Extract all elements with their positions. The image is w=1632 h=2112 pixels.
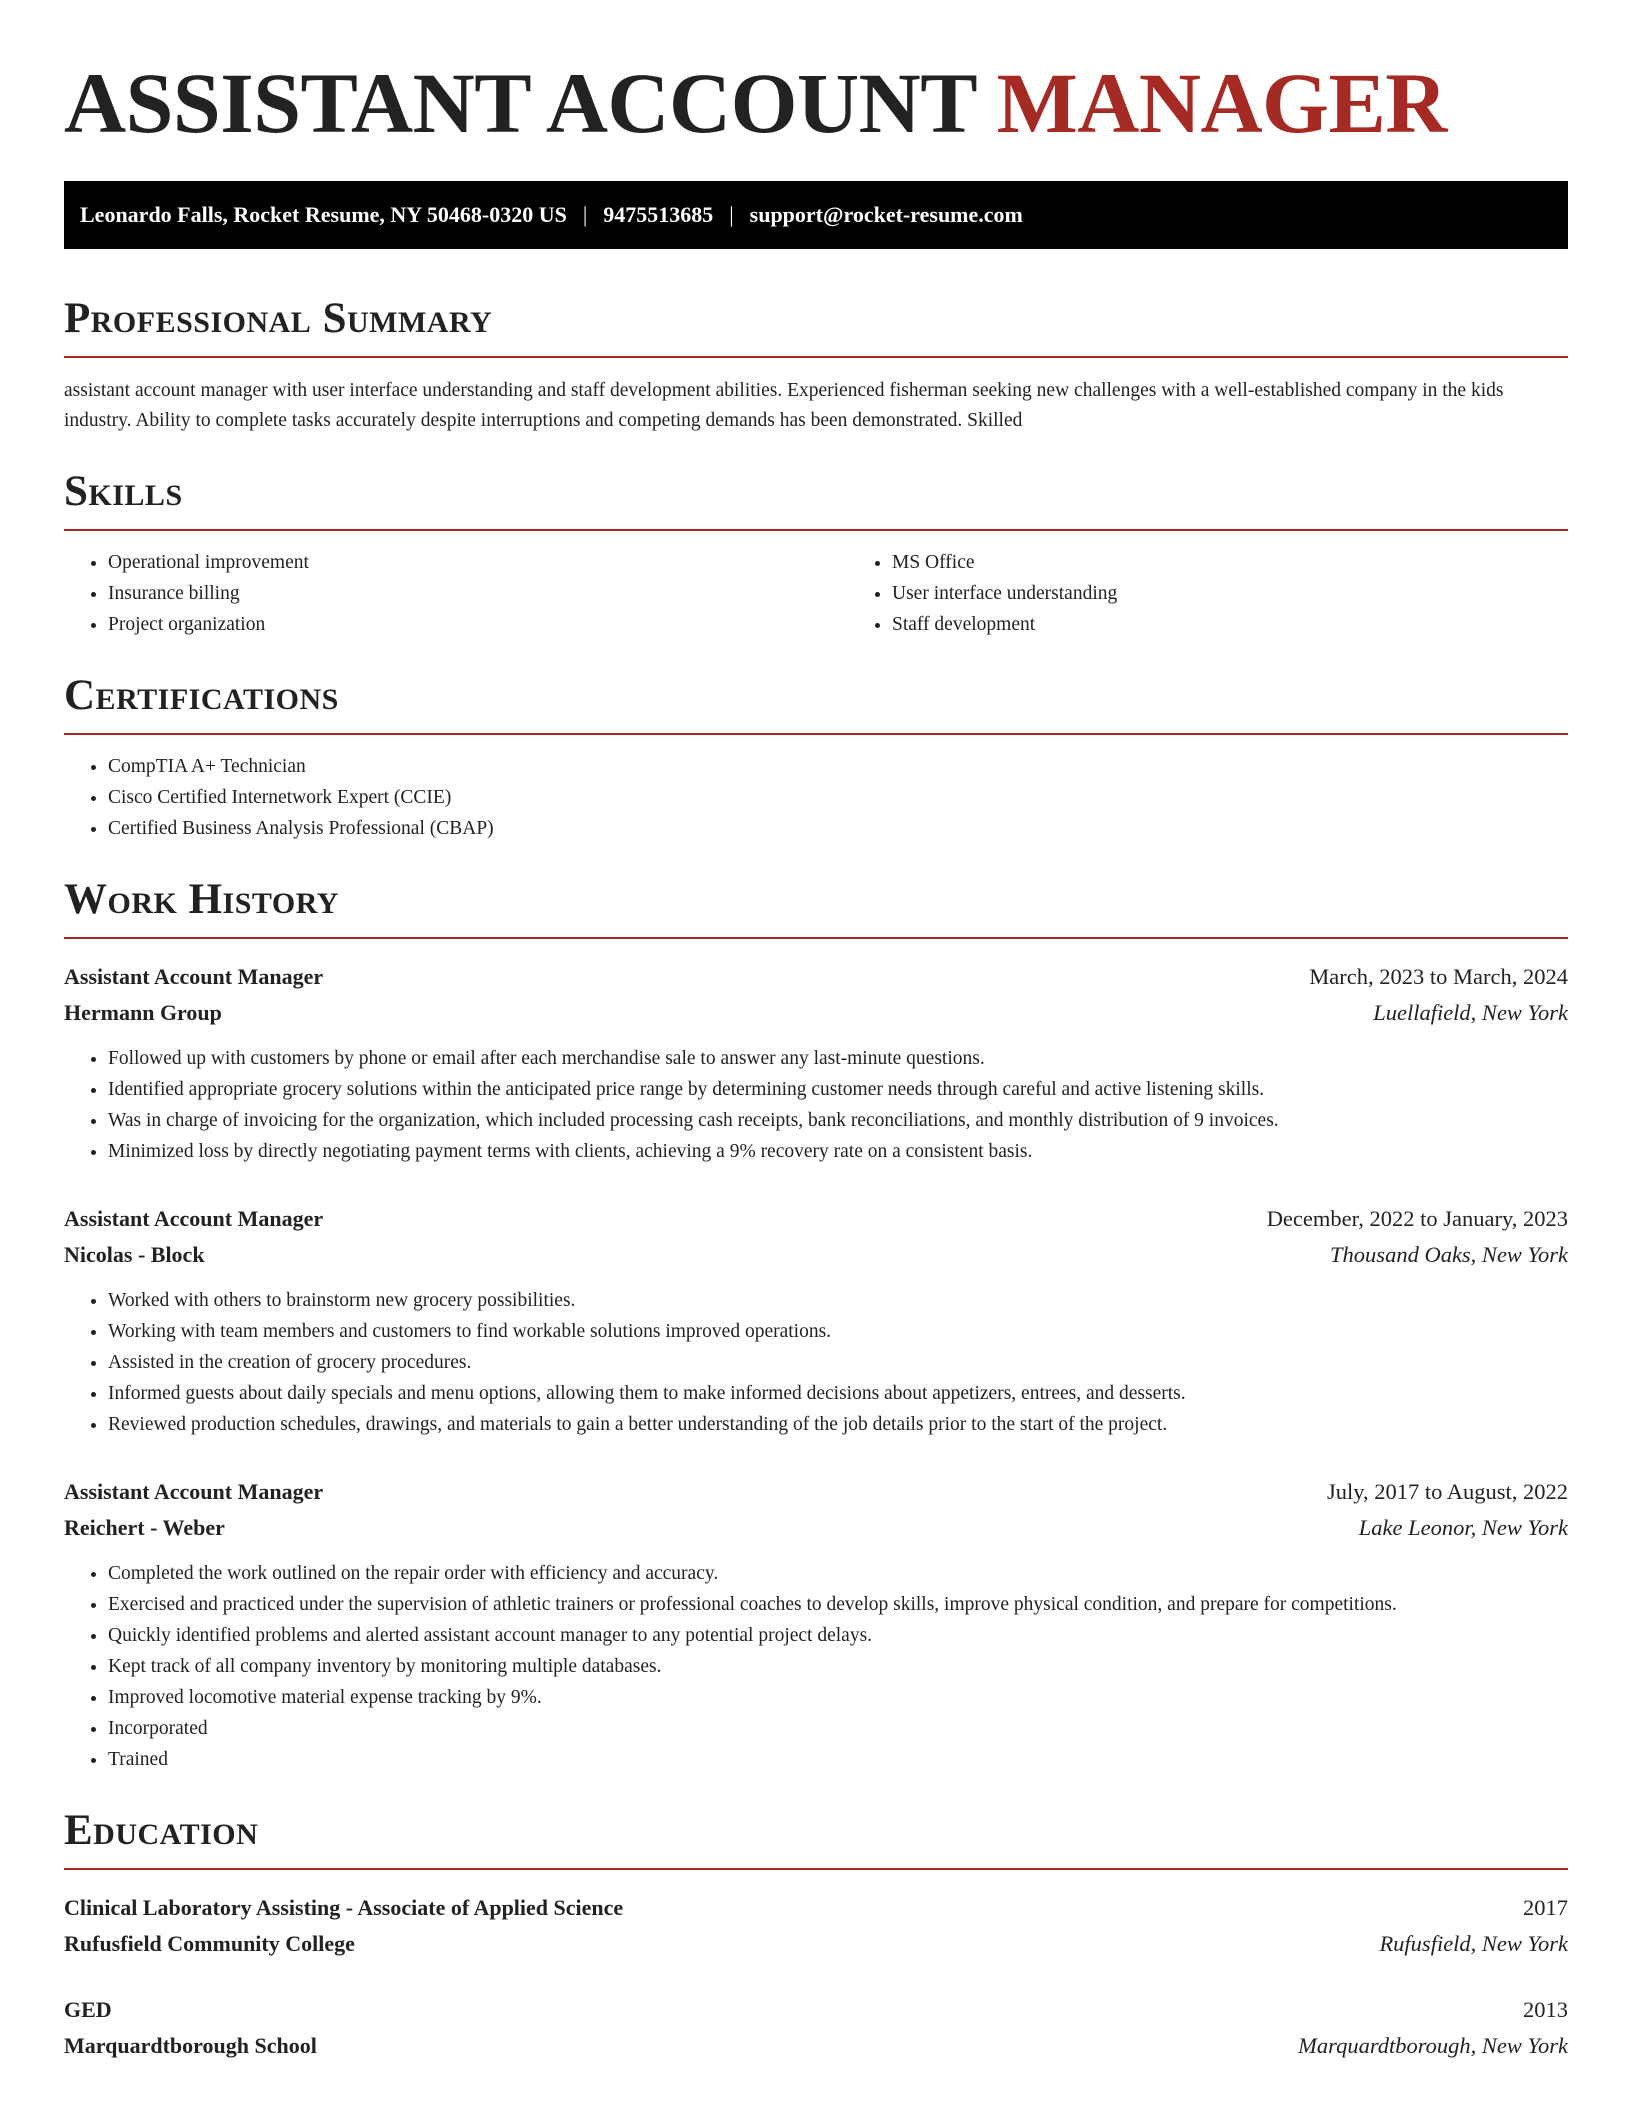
skills-heading: Skills: [64, 470, 1568, 531]
education-year: 2017: [1523, 1895, 1568, 1920]
certifications-section: [64, 674, 1568, 844]
certification-item: • Cisco Certified Internetwork Expert (CCIE): [108, 782, 1568, 813]
job-company: Nicolas - Block: [64, 1242, 205, 1267]
skills-grid: [64, 531, 1568, 640]
job-dates: July, 2017 to August, 2022: [1326, 1479, 1568, 1504]
job-location: Luellafield, New York: [1373, 1000, 1568, 1025]
job-title: Assistant Account Manager: [64, 1479, 324, 1504]
job-location: Thousand Oaks, New York: [1330, 1242, 1568, 1267]
job-bullet: • Identified appropriate grocery solutions within the anticipated price range by determining customer needs through careful and active listening skills.: [108, 1074, 1568, 1105]
job-title: Assistant Account Manager: [64, 1206, 324, 1231]
resume-title: [64, 0, 1568, 151]
contact-bar: [64, 181, 1568, 249]
summary-heading: Professional Summary: [64, 297, 1568, 358]
job-dates: March, 2023 to March, 2024: [1309, 964, 1568, 989]
job-bullet: • Worked with others to brainstorm new grocery possibilities.: [108, 1285, 1568, 1316]
job-bullets: [64, 1285, 1568, 1440]
certification-item: • CompTIA A+ Technician: [108, 751, 1568, 782]
job-bullet: • Incorporated: [108, 1713, 1568, 1744]
job-bullet: • Trained: [108, 1744, 1568, 1775]
skill-item: • User interface understanding: [892, 578, 1568, 609]
education-school: Rufusfield Community College: [64, 1931, 355, 1956]
job-bullet: • Kept track of all company inventory by monitoring multiple databases.: [108, 1651, 1568, 1682]
job-bullet: • Reviewed production schedules, drawings, and materials to gain a better understanding of the job details prior to the start of the project.: [108, 1409, 1568, 1440]
job-bullet: • Minimized loss by directly negotiating payment terms with clients, achieving a 9% recovery rate on a consistent basis.: [108, 1136, 1568, 1167]
education-entry: [64, 1992, 1568, 2064]
contact-address: Leonardo Falls, Rocket Resume, NY 50468-0320 US: [80, 202, 567, 227]
skill-item: • Operational improvement: [108, 547, 848, 578]
certifications-heading: Certifications: [64, 674, 1568, 735]
education-location: Marquardtborough, New York: [1298, 2033, 1568, 2058]
job-title: Assistant Account Manager: [64, 964, 324, 989]
job-location: Lake Leonor, New York: [1358, 1515, 1568, 1540]
contact-separator: |: [729, 202, 734, 227]
job-bullet: • Informed guests about daily specials and menu options, allowing them to make informed decisions about appetizers, entrees, and desserts.: [108, 1378, 1568, 1409]
skill-item: • Staff development: [892, 609, 1568, 640]
title-main: ASSISTANT ACCOUNT: [64, 55, 976, 151]
work-history-section: [64, 878, 1568, 1775]
job-bullet: • Completed the work outlined on the repair order with efficiency and accuracy.: [108, 1558, 1568, 1589]
skills-list-left: [64, 547, 848, 640]
certifications-list: [64, 751, 1568, 844]
contact-separator: |: [582, 202, 588, 227]
education-degree: GED: [64, 1997, 112, 2022]
job-bullet: • Working with team members and customers to find workable solutions improved operations.: [108, 1316, 1568, 1347]
job-bullet: • Was in charge of invoicing for the organization, which included processing cash receipts, bank reconciliations, and monthly distribution of 9 invoices.: [108, 1105, 1568, 1136]
skill-item: • MS Office: [892, 547, 1568, 578]
job-entry: [64, 1474, 1568, 1775]
job-dates: December, 2022 to January, 2023: [1266, 1206, 1568, 1231]
summary-text: assistant account manager with user interface understanding and staff development abilities. Experienced fisherman seeking new challenges with a well-established company in the kids industry. Ability to complete tasks accurately despite interruptions and competing demands has been demonstrated. Skilled: [64, 380, 1504, 431]
education-entry: [64, 1890, 1568, 1962]
job-entry: [64, 959, 1568, 1167]
skill-item: • Insurance billing: [108, 578, 848, 609]
job-bullet: • Exercised and practiced under the supervision of athletic trainers or professional coaches to develop skills, improve physical condition, and prepare for competitions.: [108, 1589, 1568, 1620]
education-degree: Clinical Laboratory Assisting - Associate of Applied Science: [64, 1895, 624, 1920]
job-company: Hermann Group: [64, 1000, 222, 1025]
skills-section: [64, 470, 1568, 640]
contact-email: support@rocket-resume.com: [749, 202, 1023, 227]
job-bullet: • Improved locomotive material expense tracking by 9%.: [108, 1682, 1568, 1713]
title-accent: MANAGER: [996, 55, 1447, 151]
job-entry: [64, 1201, 1568, 1440]
job-company: Reichert - Weber: [64, 1515, 225, 1540]
education-section: [64, 1809, 1568, 2064]
job-bullets: [64, 1043, 1568, 1167]
job-bullet: • Quickly identified problems and alerted assistant account manager to any potential project delays.: [108, 1620, 1568, 1651]
job-bullet: • Followed up with customers by phone or email after each merchandise sale to answer any last-minute questions.: [108, 1043, 1568, 1074]
certification-item: • Certified Business Analysis Professional (CBAP): [108, 813, 1568, 844]
education-school: Marquardtborough School: [64, 2033, 317, 2058]
work-history-heading: Work History: [64, 878, 1568, 939]
education-location: Rufusfield, New York: [1379, 1931, 1568, 1956]
education-year: 2013: [1523, 1997, 1568, 2022]
job-bullet: • Assisted in the creation of grocery procedures.: [108, 1347, 1568, 1378]
job-bullets: [64, 1558, 1568, 1775]
contact-phone: 9475513685: [603, 202, 714, 227]
skills-list-right: [848, 547, 1568, 640]
skill-item: • Project organization: [108, 609, 848, 640]
education-heading: Education: [64, 1809, 1568, 1870]
